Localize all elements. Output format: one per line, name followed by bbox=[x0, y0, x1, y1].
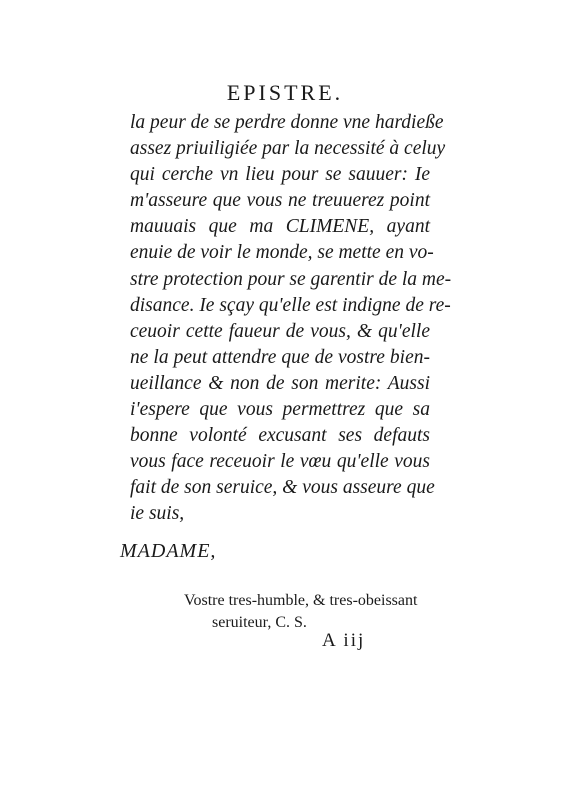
salutation: MADAME, bbox=[120, 540, 217, 562]
text-line-10: ne la peut attendre que de vostre bien- bbox=[130, 346, 430, 368]
epistle-body bbox=[130, 110, 452, 528]
text-line-2: assez priuiligiée par la necessité à celuy bbox=[130, 138, 446, 160]
text-line-16: ie suis, bbox=[130, 503, 185, 525]
text-line-11: ueillance & non de son merite: Aussi bbox=[130, 372, 430, 394]
text-line-1: la peur de se perdre donne vne hardieße bbox=[130, 112, 444, 133]
text-line-14: vous face receuoir le vœu qu'elle vous bbox=[130, 451, 430, 473]
text-line-13: bonne volonté excusant ses defauts bbox=[130, 425, 430, 447]
text-line-15: fait de son seruice, & vous asseure que bbox=[130, 477, 435, 499]
signature-block bbox=[184, 590, 434, 634]
text-line-5: mauuais que ma CLIMENE, ayant bbox=[130, 216, 430, 238]
text-line-7: stre protection pour se garentir de la me- bbox=[130, 268, 452, 290]
text-line-8: disance. Ie sçay qu'elle est indigne de re- bbox=[130, 294, 451, 316]
text-line-3: qui cerche vn lieu pour se sauuer: Ie bbox=[130, 164, 430, 186]
text-line-4: m'asseure que vous ne treuuerez point bbox=[130, 190, 430, 212]
text-line-9: ceuoir cette faueur de vous, & qu'elle bbox=[130, 320, 430, 342]
signature-mark: A iij bbox=[322, 630, 366, 651]
text-line-6: enuie de voir le monde, se mette en vo- bbox=[130, 242, 434, 264]
signature-line-2: seruiteur, C. S. bbox=[212, 614, 307, 631]
running-head: EPISTRE. bbox=[226, 80, 344, 105]
signature-line-1: Vostre tres-humble, & tres-obeissant bbox=[184, 592, 418, 609]
text-line-12: i'espere que vous permettrez que sa bbox=[130, 399, 430, 421]
